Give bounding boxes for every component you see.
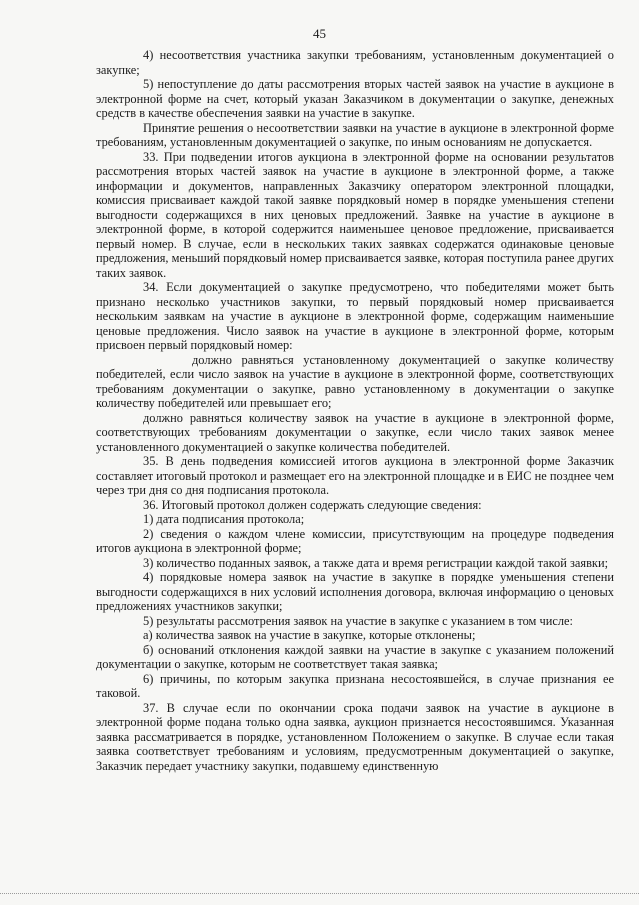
paragraph: 5) результаты рассмотрения заявок на участие в закупке с указанием в том числе: <box>143 613 573 628</box>
paragraph: 36. Итоговый протокол должен содержать следующие сведения: <box>143 497 482 512</box>
paragraph: 2) сведения о каждом члене комиссии, присутствующим на процедуре подведения итогов аукциона в электронной форме; <box>96 526 614 555</box>
paragraph: должно равняться количеству заявок на участие в аукционе в электронной форме, соответствующих требованиям документации о закупке, если число таких заявок менее установленного документацией о закупке количества победителей. <box>96 410 614 454</box>
paragraph: 5) непоступление до даты рассмотрения вторых частей заявок на участие в аукционе в электронной форме на счет, который указан Заказчиком в документации о закупке, денежных средств в качестве обеспечения заявки на участие в закупке. <box>96 77 614 120</box>
paragraph: 4) порядковые номера заявок на участие в закупке в порядке уменьшения степени выгодности содержащихся в них условий исполнения договора, включая информацию о ценовых предложениях участников закупки; <box>96 570 614 613</box>
paragraph: 33. При подведении итогов аукциона в электронной форме на основании результатов рассмотрения вторых частей заявок на участие в аукционе в электронной форме, а также информации и документов, направленных Заказчику оператором электронной площадки, комиссия присваивает каждой такой заявке порядковый номер в порядке уменьшения степени выгодности содержащихся в них ценовых предложений. Заявке на участие в аукционе в электронной форме, в которой содержится наименьшее ценовое предложение, присваивается первый номер. В случае, если в нескольких таких заявках содержатся одинаковые ценовые предложения, меньший порядковый номер присваивается заявке, которая поступила ранее других таких заявок. <box>96 149 614 280</box>
paragraph: 6) причины, по которым закупка признана несостоявшейся, в случае признания ее таковой. <box>96 671 614 700</box>
paragraph: 37. В случае если по окончании срока подачи заявок на участие в аукционе в электронной форме подана только одна заявка, аукцион признается несостоявшимся. Указанная заявка рассматривается в порядке, установленном Положением о закупке. В случае если такая заявка соответствует требованиям и условиям, предусмотренным документацией о закупке, Заказчик передает участнику закупки, подавшему единственную <box>96 700 614 773</box>
paragraph: б) оснований отклонения каждой заявки на участие в закупке с указанием положений документации о закупке, которым не соответствует такая заявка; <box>96 642 614 671</box>
page-bottom-rule <box>0 893 639 894</box>
paragraph: 35. В день подведения комиссией итогов аукциона в электронной форме Заказчик составляет итоговый протокол и размещает его на электронной площадке и в ЕИС не позднее чем через три дня со дня подписания протокола. <box>96 454 614 497</box>
page-number: 45 <box>313 26 326 41</box>
paragraph: 3) количество поданных заявок, а также дата и время регистрации каждой такой заявки; <box>143 555 609 570</box>
document-body <box>96 48 614 773</box>
paragraph: а) количества заявок на участие в закупке, которые отклонены; <box>143 628 476 642</box>
paragraph: Принятие решения о несоответствии заявки на участие в аукционе в электронной форме требованиям, установленным документацией о закупке, по иным основаниям не допускается. <box>96 120 614 149</box>
paragraph: 4) несоответствия участника закупки требованиям, установленным документацией о закупке; <box>96 48 614 77</box>
paragraph: должно равняться установленному документацией о закупке количеству победителей, если число заявок на участие в аукционе в электронной форме, соответствующих требованиям документации о закупке, равно установленному в документации о закупке количеству победителей или превышает его; <box>96 352 614 410</box>
paragraph: 34. Если документацией о закупке предусмотрено, что победителями может быть признано несколько участников закупки, то первый порядковый номер присваивается нескольким заявкам на участие в аукционе в электронной форме, содержащим наименьшие ценовые предложения. Число заявок на участие в аукционе в электронной форме, которым присвоен первый порядковый номер: <box>96 280 614 352</box>
paragraph: 1) дата подписания протокола; <box>143 512 305 526</box>
